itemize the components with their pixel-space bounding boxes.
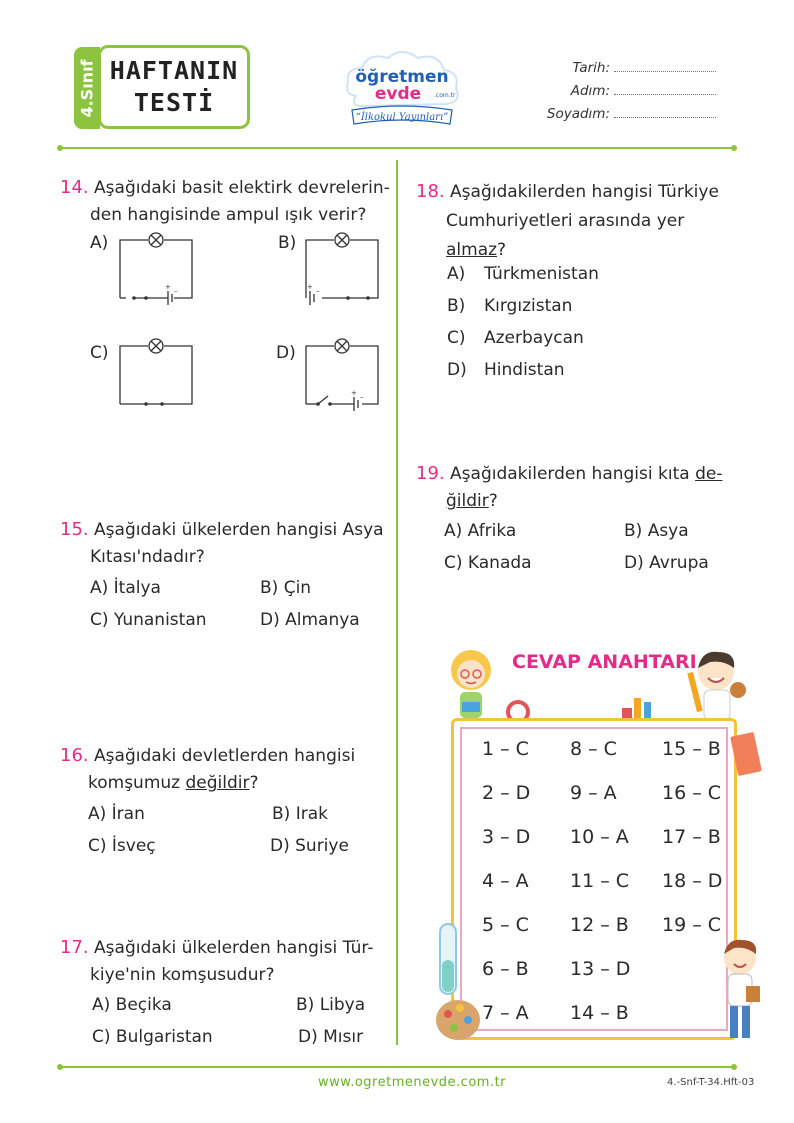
surname-label: Soyadım: xyxy=(546,106,610,122)
option-text: Hindistan xyxy=(484,360,565,380)
option-a[interactable] xyxy=(447,264,599,284)
question-text: komşumuz xyxy=(88,773,186,793)
answer-item: 4 – A xyxy=(482,870,529,892)
question-14 xyxy=(60,174,390,229)
grade-tab xyxy=(74,47,100,129)
answer-item: 8 – C xyxy=(570,738,617,760)
option-text: Türkmenistan xyxy=(484,264,599,284)
answer-item: 12 – B xyxy=(570,914,629,936)
answer-item: 6 – B xyxy=(482,958,529,980)
question-text: Cumhuriyetleri arasında yer xyxy=(446,211,685,231)
option-d[interactable]: D) Suriye xyxy=(270,836,349,856)
underlined-word: değildir xyxy=(185,773,250,793)
question-text: Aşağıdaki devletlerden hangisi xyxy=(94,746,356,766)
option-b[interactable]: B) xyxy=(278,233,297,253)
answer-item: 2 – D xyxy=(482,782,531,804)
underlined-word: almaz xyxy=(446,240,498,260)
name-label: Adım: xyxy=(570,83,610,99)
svg-text:–: – xyxy=(316,287,320,295)
option-a[interactable]: A) Beçika xyxy=(92,995,172,1015)
option-letter: C) xyxy=(447,328,466,348)
circuit-diagram-d xyxy=(302,336,382,416)
option-letter: D) xyxy=(447,360,467,380)
question-number: 15. xyxy=(60,519,89,540)
option-b[interactable] xyxy=(447,296,573,316)
option-d[interactable]: D) Almanya xyxy=(260,610,360,630)
underlined-word: de- xyxy=(695,464,723,484)
boy-waving-illustration xyxy=(710,936,770,1048)
question-mark: ? xyxy=(488,491,498,511)
test-title-box xyxy=(98,45,250,129)
question-text: Aşağıdakilerden hangisi kıta xyxy=(450,464,696,484)
website-link[interactable]: www.ogretmenevde.com.tr xyxy=(318,1075,507,1090)
circuit-diagram-a xyxy=(116,228,196,308)
document-code: 4.-Snf-T-34.Hft-03 xyxy=(667,1077,755,1088)
option-a[interactable]: A) İtalya xyxy=(90,578,161,598)
question-text: Kıtası'ndadır? xyxy=(90,547,205,567)
underlined-word: ğildir xyxy=(446,491,489,511)
footer-divider xyxy=(60,1066,734,1068)
question-text: den hangisinde ampul ışık verir? xyxy=(90,205,367,225)
answer-item: 19 – C xyxy=(662,914,722,936)
circuit-diagram-b xyxy=(302,228,382,308)
answer-key-title: CEVAP ANAHTARI xyxy=(512,651,697,673)
option-c[interactable]: C) xyxy=(90,343,109,363)
surname-field[interactable] xyxy=(614,107,716,118)
circuit-diagram-c xyxy=(116,336,196,416)
question-text: Aşağıdaki ülkelerden hangisi Asya xyxy=(94,520,384,540)
question-text: kiye'nin komşusudur? xyxy=(90,965,275,985)
svg-text:+: + xyxy=(165,283,171,291)
svg-text:–: – xyxy=(174,287,178,295)
svg-text:.com.tr: .com.tr xyxy=(434,92,456,99)
answer-item: 18 – D xyxy=(662,870,723,892)
answer-item: 16 – C xyxy=(662,782,722,804)
svg-text:evde: evde xyxy=(374,84,422,104)
option-b[interactable]: B) Çin xyxy=(260,578,312,598)
question-number: 17. xyxy=(60,937,89,958)
option-letter: A) xyxy=(447,264,466,284)
option-c[interactable]: C) Yunanistan xyxy=(90,610,207,630)
header-divider xyxy=(60,147,734,149)
publisher-logo xyxy=(338,44,466,130)
option-d[interactable]: D) Mısır xyxy=(298,1027,364,1047)
option-c[interactable] xyxy=(447,328,584,348)
question-number: 19. xyxy=(416,463,445,484)
option-text: Kırgızistan xyxy=(484,296,573,316)
option-b[interactable]: B) Libya xyxy=(296,995,366,1015)
science-palette-illustration xyxy=(434,920,494,1050)
question-15 xyxy=(60,516,390,571)
question-text: Aşağıdakilerden hangisi Türkiye xyxy=(450,182,719,202)
title-line-2: TESTİ xyxy=(133,88,215,117)
girl-illustration xyxy=(440,644,502,724)
title-line-1: HAFTANIN xyxy=(109,56,239,85)
option-letter: B) xyxy=(447,296,466,316)
date-label: Tarih: xyxy=(572,60,610,76)
question-17 xyxy=(60,934,390,989)
date-field[interactable] xyxy=(614,61,716,72)
answer-item: 7 – A xyxy=(482,1002,529,1024)
svg-text:+: + xyxy=(307,283,313,291)
option-d[interactable]: D) Avrupa xyxy=(624,553,709,573)
answer-item: 5 – C xyxy=(482,914,529,936)
option-text: Azerbaycan xyxy=(484,328,584,348)
option-a[interactable]: A) Afrika xyxy=(444,521,517,541)
question-18 xyxy=(416,177,746,265)
answer-item: 9 – A xyxy=(570,782,617,804)
question-number: 16. xyxy=(60,745,89,766)
option-c[interactable]: C) Kanada xyxy=(444,553,532,573)
svg-text:öğretmen: öğretmen xyxy=(355,67,449,87)
option-d[interactable] xyxy=(447,360,565,380)
question-number: 14. xyxy=(60,177,89,198)
answer-item: 10 – A xyxy=(570,826,629,848)
question-16 xyxy=(60,742,390,797)
question-19 xyxy=(416,460,746,515)
answer-item: 17 – B xyxy=(662,826,721,848)
svg-text:+: + xyxy=(351,389,357,397)
column-divider xyxy=(396,160,398,1045)
answer-item: 14 – B xyxy=(570,1002,629,1024)
answer-item: 3 – D xyxy=(482,826,531,848)
option-d[interactable]: D) xyxy=(276,343,296,363)
name-field[interactable] xyxy=(614,84,716,95)
answer-item: 1 – C xyxy=(482,738,529,760)
option-c[interactable]: C) İsveç xyxy=(88,836,156,856)
grade-label: 4.Sınıf xyxy=(77,58,97,118)
question-number: 18. xyxy=(416,181,445,202)
svg-text:“İlkokul Yayınları”: “İlkokul Yayınları” xyxy=(355,112,449,123)
question-text: Aşağıdaki basit elektirk devrelerin- xyxy=(94,178,390,198)
svg-text:–: – xyxy=(360,393,364,401)
answer-item: 15 – B xyxy=(662,738,721,760)
question-mark: ? xyxy=(497,240,507,260)
answer-item: 13 – D xyxy=(570,958,631,980)
question-text: Aşağıdaki ülkelerden hangisi Tür- xyxy=(94,938,374,958)
option-c[interactable]: C) Bulgaristan xyxy=(92,1027,213,1047)
option-a[interactable]: A) İran xyxy=(88,804,145,824)
option-a[interactable]: A) xyxy=(90,233,109,253)
answer-item: 11 – C xyxy=(570,870,630,892)
option-b[interactable]: B) Irak xyxy=(272,804,328,824)
option-b[interactable]: B) Asya xyxy=(624,521,689,541)
question-mark: ? xyxy=(249,773,259,793)
